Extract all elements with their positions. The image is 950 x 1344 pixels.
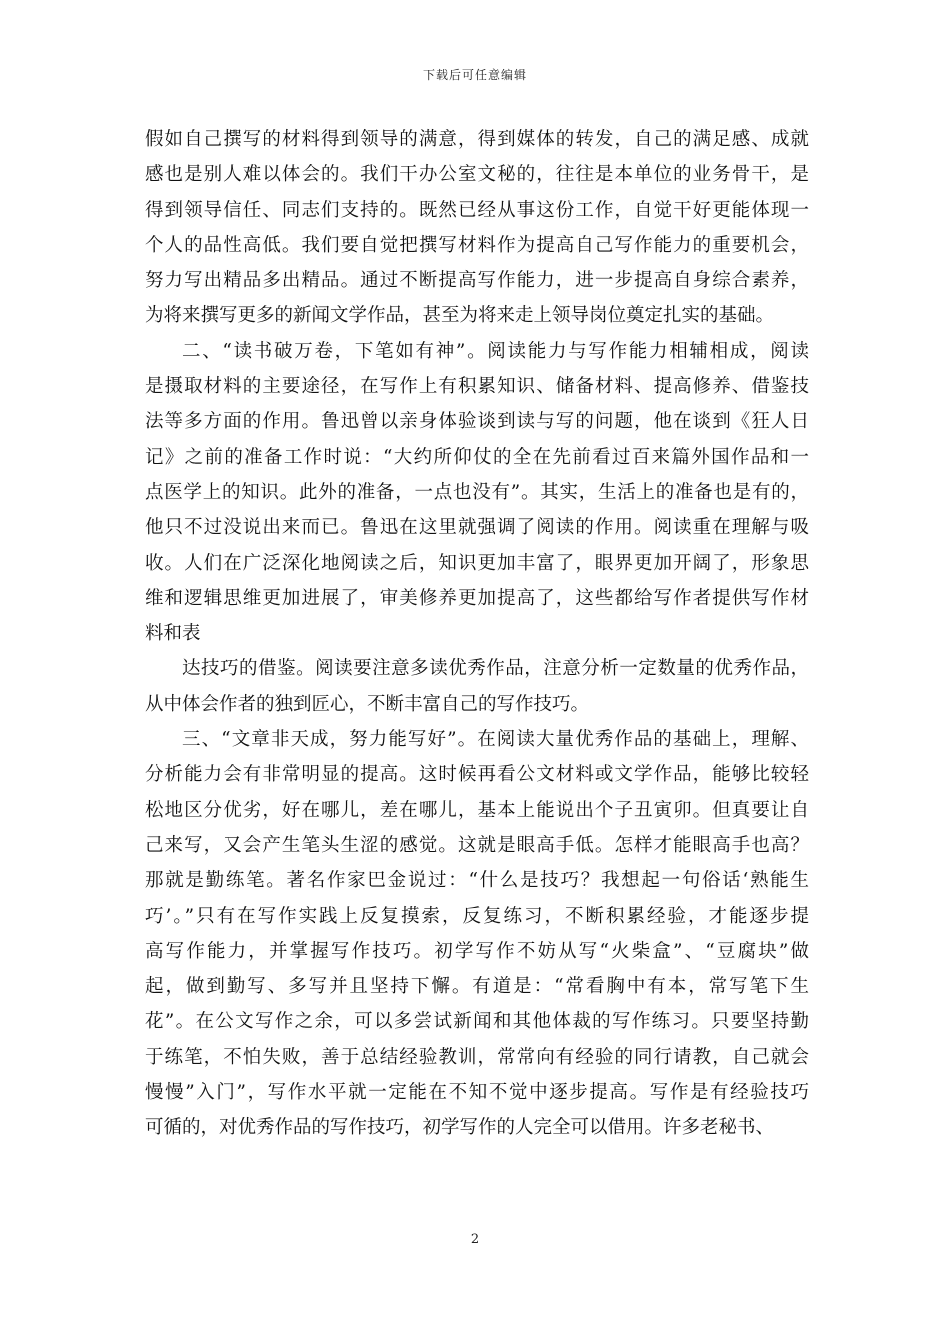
- text-line: 从中体会作者的独到匠心，不断丰富自己的写作技巧。: [145, 693, 590, 715]
- document-body: [145, 122, 809, 1146]
- text-line: 三、“文章非天成，努力能写好”。在阅读大量优秀作品的基础上，理解、: [182, 729, 809, 751]
- paragraph: [145, 122, 809, 334]
- text-line: 是摄取材料的主要途径，在写作上有积累知识、储备材料、提高修养、借鉴技: [145, 376, 809, 398]
- text-line: 高写作能力，并掌握写作技巧。初学写作不妨从写“火柴盒”、“豆腐块”做: [145, 940, 809, 962]
- text-line: 他只不过没说出来而已。鲁迅在这里就强调了阅读的作用。阅读重在理解与吸: [145, 517, 809, 539]
- text-line: 松地区分优劣，好在哪儿，差在哪儿，基本上能说出个子丑寅卯。但真要让自: [145, 799, 809, 821]
- text-line: 维和逻辑思维更加进展了，审美修养更加提高了，这些都给写作者提供写作材: [145, 587, 809, 609]
- text-line: 己来写，又会产生笔头生涩的感觉。这就是眼高手低。怎样才能眼高手也高？: [145, 834, 809, 856]
- paragraph: [145, 722, 809, 1146]
- paragraph: [145, 334, 809, 652]
- text-line: 点医学上的知识。此外的准备，一点也没有”。其实，生活上的准备也是有的，: [145, 481, 809, 503]
- text-line: 于练笔，不怕失败，善于总结经验教训，常常向有经验的同行请教，自己就会: [145, 1046, 809, 1068]
- text-line: 分析能力会有非常明显的提高。这时候再看公文材料或文学作品，能够比较轻: [145, 764, 809, 786]
- text-line: 为将来撰写更多的新闻文学作品，甚至为将来走上领导岗位奠定扎实的基础。: [145, 305, 775, 327]
- text-line: 慢慢”入门”，写作水平就一定能在不知不觉中逐步提高。写作是有经验技巧: [145, 1082, 809, 1104]
- text-line: 可循的，对优秀作品的写作技巧，初学写作的人完全可以借用。许多老秘书、: [145, 1117, 775, 1139]
- text-line: 个人的品性高低。我们要自觉把撰写材料作为提高自己写作能力的重要机会，: [145, 234, 809, 256]
- page-number: 2: [470, 1232, 480, 1247]
- text-line: 收。人们在广泛深化地阅读之后，知识更加丰富了，眼界更加开阔了，形象思: [145, 552, 809, 574]
- text-line: 花”。在公文写作之余，可以多尝试新闻和其他体裁的写作练习。只要坚持勤: [145, 1011, 809, 1033]
- text-line: 二、“读书破万卷，下笔如有神”。阅读能力与写作能力相辅相成，阅读: [182, 340, 809, 362]
- text-line: 达技巧的借鉴。阅读要注意多读优秀作品，注意分析一定数量的优秀作品，: [182, 658, 809, 680]
- text-line: 感也是别人难以体会的。我们干办公室文秘的，往往是本单位的业务骨干，是: [145, 164, 809, 186]
- text-line: 巧’。”只有在写作实践上反复摸索，反复练习，不断积累经验，才能逐步提: [145, 905, 809, 927]
- text-line: 那就是勤练笔。著名作家巴金说过：“什么是技巧？我想起一句俗话‘熟能生: [145, 870, 809, 892]
- text-line: 假如自己撰写的材料得到领导的满意，得到媒体的转发，自己的满足感、成就: [145, 129, 809, 150]
- text-line: 努力写出精品多出精品。通过不断提高写作能力，进一步提高自身综合素养，: [145, 270, 809, 292]
- page-header: 下载后可任意编辑: [422, 68, 527, 82]
- text-line: 料和表: [145, 623, 201, 645]
- text-line: 法等多方面的作用。鲁迅曾以亲身体验谈到读与写的问题，他在谈到《狂人日: [145, 411, 809, 433]
- text-line: 得到领导信任、同志们支持的。既然已经从事这份工作，自觉干好更能体现一: [145, 199, 809, 221]
- paragraph: [145, 651, 809, 722]
- text-line: 记》之前的准备工作时说：“大约所仰仗的全在先前看过百来篇外国作品和一: [145, 446, 809, 468]
- text-line: 起，做到勤写、多写并且坚持下懈。有道是：“常看胸中有本，常写笔下生: [145, 976, 809, 998]
